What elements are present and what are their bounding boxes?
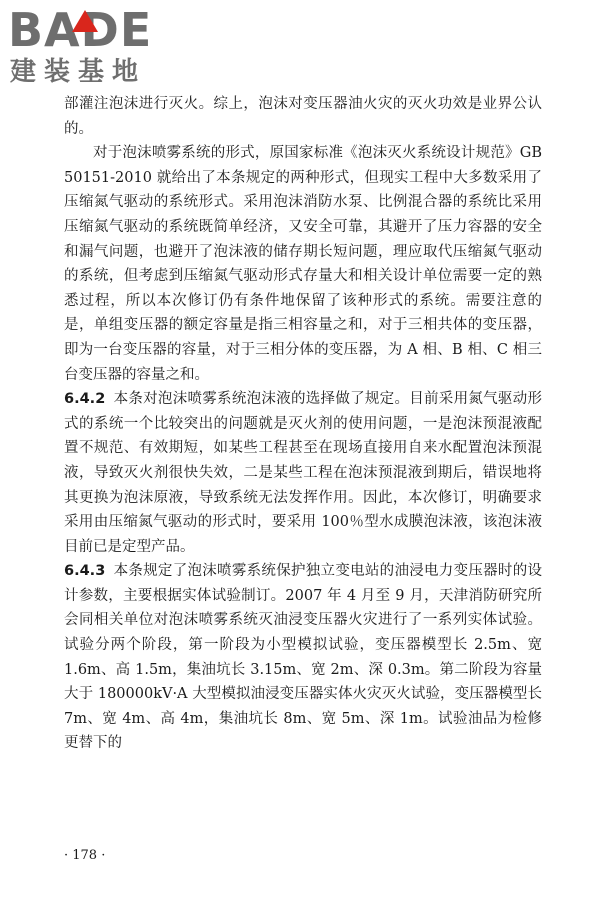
logo <box>8 4 183 92</box>
logo-wordmark: BADE <box>8 3 153 57</box>
page-number: · 178 · <box>64 848 106 863</box>
clause-text: 本条对泡沫喷雾系统泡沫液的选择做了规定。目前采用氮气驱动形式的系统一个比较突出的问题就是灭火剂的使用问题，一是泡沫预混液配置不规范、有效期短，如某些工程甚至在现场直接用自来水配置泡沫预混液，导致灭火剂很快失效，二是某些工程在泡沫预混液到期后，错误地将其更换为泡沫原液，导致系统无法发挥作用。因此，本次修订，明确要求采用由压缩氮气驱动的形式时，要采用 100％型水成膜泡沫液，该泡沫液目前已是定型产品。 <box>64 391 542 555</box>
clause-number: 6.4.2 <box>64 391 106 408</box>
logo-triangle-icon <box>72 10 98 32</box>
paragraph-text: 部灌注泡沫进行灭火。综上，泡沫对变压器油火灾的灭火功效是业界公认的。 <box>64 96 542 137</box>
paragraph-foam-spray-forms <box>64 141 542 387</box>
paragraph-text: 对于泡沫喷雾系统的形式，原国家标准《泡沫灭火系统设计规范》GB 50151-2010 就给出了本条规定的两种形式，但现实工程中大多数采用了压缩氮气驱动的系统形式。采用泡沫消防水泵、比例混合器的系统比采用压缩氮气驱动的系统既简单经济，又安全可靠，其避开了压力容器的安全和漏气问题，也避开了泡沫液的储存期长短问题，理应取代压缩氮气驱动的系统，但考虑到压缩氮气驱动形式存量大和相关设计单位需要一定的熟悉过程，所以本次修订仍有条件地保留了该种形式的系统。需要注意的是，单组变压器的额定容量是指三相容量之和，对于三相共体的变压器，即为一台变压器的容量，对于三相分体的变压器，为 A 相、B 相、C 相三台变压器的容量之和。 <box>64 145 542 383</box>
paragraph-continuation <box>64 92 542 141</box>
clause-text: 本条规定了泡沫喷雾系统保护独立变电站的油浸电力变压器时的设计参数，主要根据实体试验制订。2007 年 4 月至 9 月，天津消防研究所会同相关单位对泡沫喷雾系统灭油浸变压器火灾进行了一系列实体试验。试验分两个阶段，第一阶段为小型模拟试验，变压器模型长 2.5m、宽 1.6m、高 1.5m，集油坑长 3.15m、宽 2m、深 0.3m。第二阶段为容量大于 180000kV·A 大型模拟油浸变压器实体火灾灭火试验，变压器模型长 7m、宽 4m、高 4m，集油坑长 8m、宽 5m、深 1m。试验油品为检修更替下的 <box>64 563 542 752</box>
page-body <box>64 92 542 756</box>
clause-6-4-2 <box>64 387 542 559</box>
clause-6-4-3 <box>64 559 542 756</box>
clause-number: 6.4.3 <box>64 563 106 580</box>
logo-subtitle: 建装基地 <box>10 57 147 87</box>
